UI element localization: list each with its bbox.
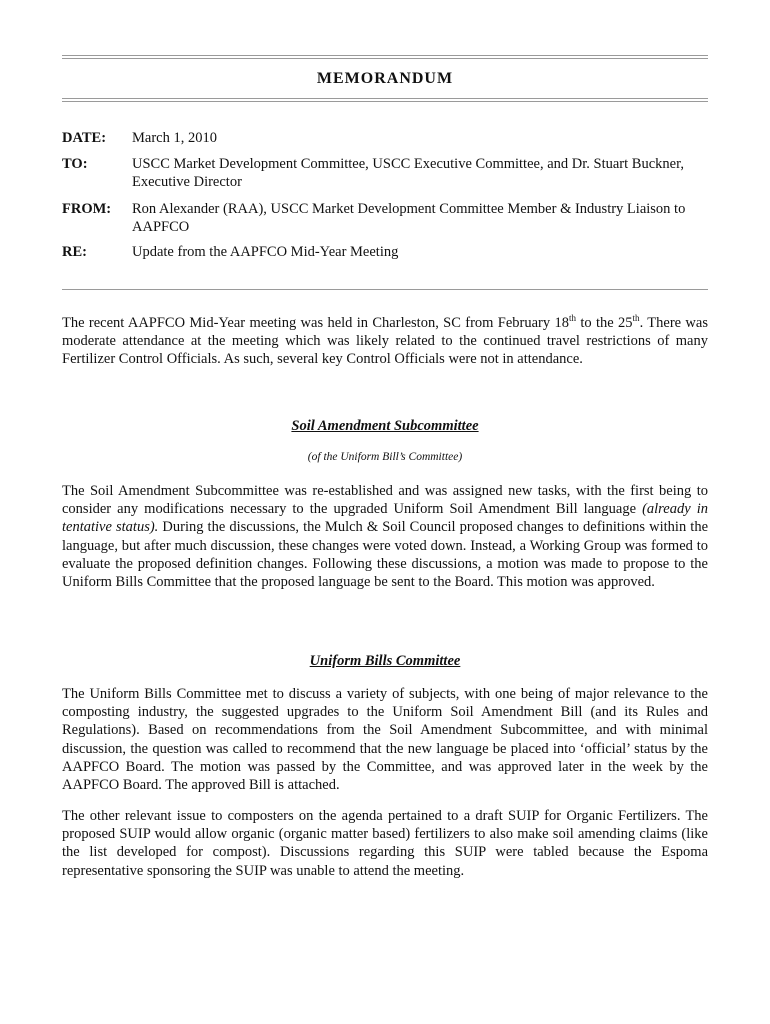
re-value: Update from the AAPFCO Mid-Year Meeting [132,244,399,260]
soil-amendment-paragraph [62,482,708,591]
intro-text-1: The recent AAPFCO Mid-Year meeting was held in Charleston, SC from February 18 [62,315,569,331]
header-divider [62,289,708,290]
to-value: USCC Market Development Committee, USCC Executive Committee, and Dr. Stuart Buckner, Executive Director [132,156,684,190]
top-double-rule [62,55,708,59]
soil-text-italic: (already in tentative status). [62,501,708,536]
date-label: DATE: [62,130,107,146]
uniform-bills-paragraph-1: The Uniform Bills Committee met to discuss a variety of subjects, with one being of major relevance to the composting industry, the suggested upgrades to the Uniform Soil Amendment Bill (and its Rules and Regulations). Based on recommendations from the Soil Amendment Subcommittee, and with minimal discussion, the question was called to recommend that the new language be placed into ‘official’ status by the AAPFCO Board. The motion was passed by the Committee, and was approved later in the week by the AAPFCO Board. The approved Bill is attached. [62,686,708,794]
soil-amendment-heading: Soil Amendment Subcommittee [291,418,479,434]
uniform-bills-heading: Uniform Bills Committee [309,653,461,669]
from-value: Ron Alexander (RAA), USCC Market Development Committee Member & Industry Liaison to AAPFCO [132,201,686,235]
date-value: March 1, 2010 [132,130,217,146]
to-label: TO: [62,156,88,172]
intro-text-2: to the 25 [576,315,633,331]
from-label: FROM: [62,201,112,217]
intro-paragraph [62,314,708,369]
intro-sup-1: th [568,313,576,324]
re-label: RE: [62,244,87,260]
soil-text-b: During the discussions, the Mulch & Soil Council proposed changes to definitions within the language, but after much discussion, these changes were voted down. Instead, a Working Group was formed to evaluate the proposed definition changes. Following these discussions, a motion was made to propose to the Uniform Bills Committee that the proposed language be sent to the Board. This motion was approved. [62,519,709,591]
title-double-rule [62,98,708,102]
soil-text-a: The Soil Amendment Subcommittee was re-established and was assigned new tasks, with the first being to consider any modifications necessary to the upgraded Uniform Soil Amendment Bill language [62,483,708,518]
uniform-bills-paragraph-2: The other relevant issue to composters on the agenda pertained to a draft SUIP for Organic Fertilizers. The proposed SUIP would allow organic (organic matter based) fertilizers to also make soil amending claims (like the list developed for compost). Discussions regarding this SUIP were tabled because the Espoma representative sponsoring the SUIP was unable to attend the meeting. [62,808,708,879]
intro-text-3: . There was moderate attendance at the meeting which was likely related to the continued travel restrictions of many Fertilizer Control Officials. As such, several key Control Officials were not in attendance. [62,315,708,368]
memo-title: MEMORANDUM [316,70,454,87]
soil-amendment-subheading: (of the Uniform Bill’s Committee) [307,451,463,463]
intro-sup-2: th [632,313,640,324]
